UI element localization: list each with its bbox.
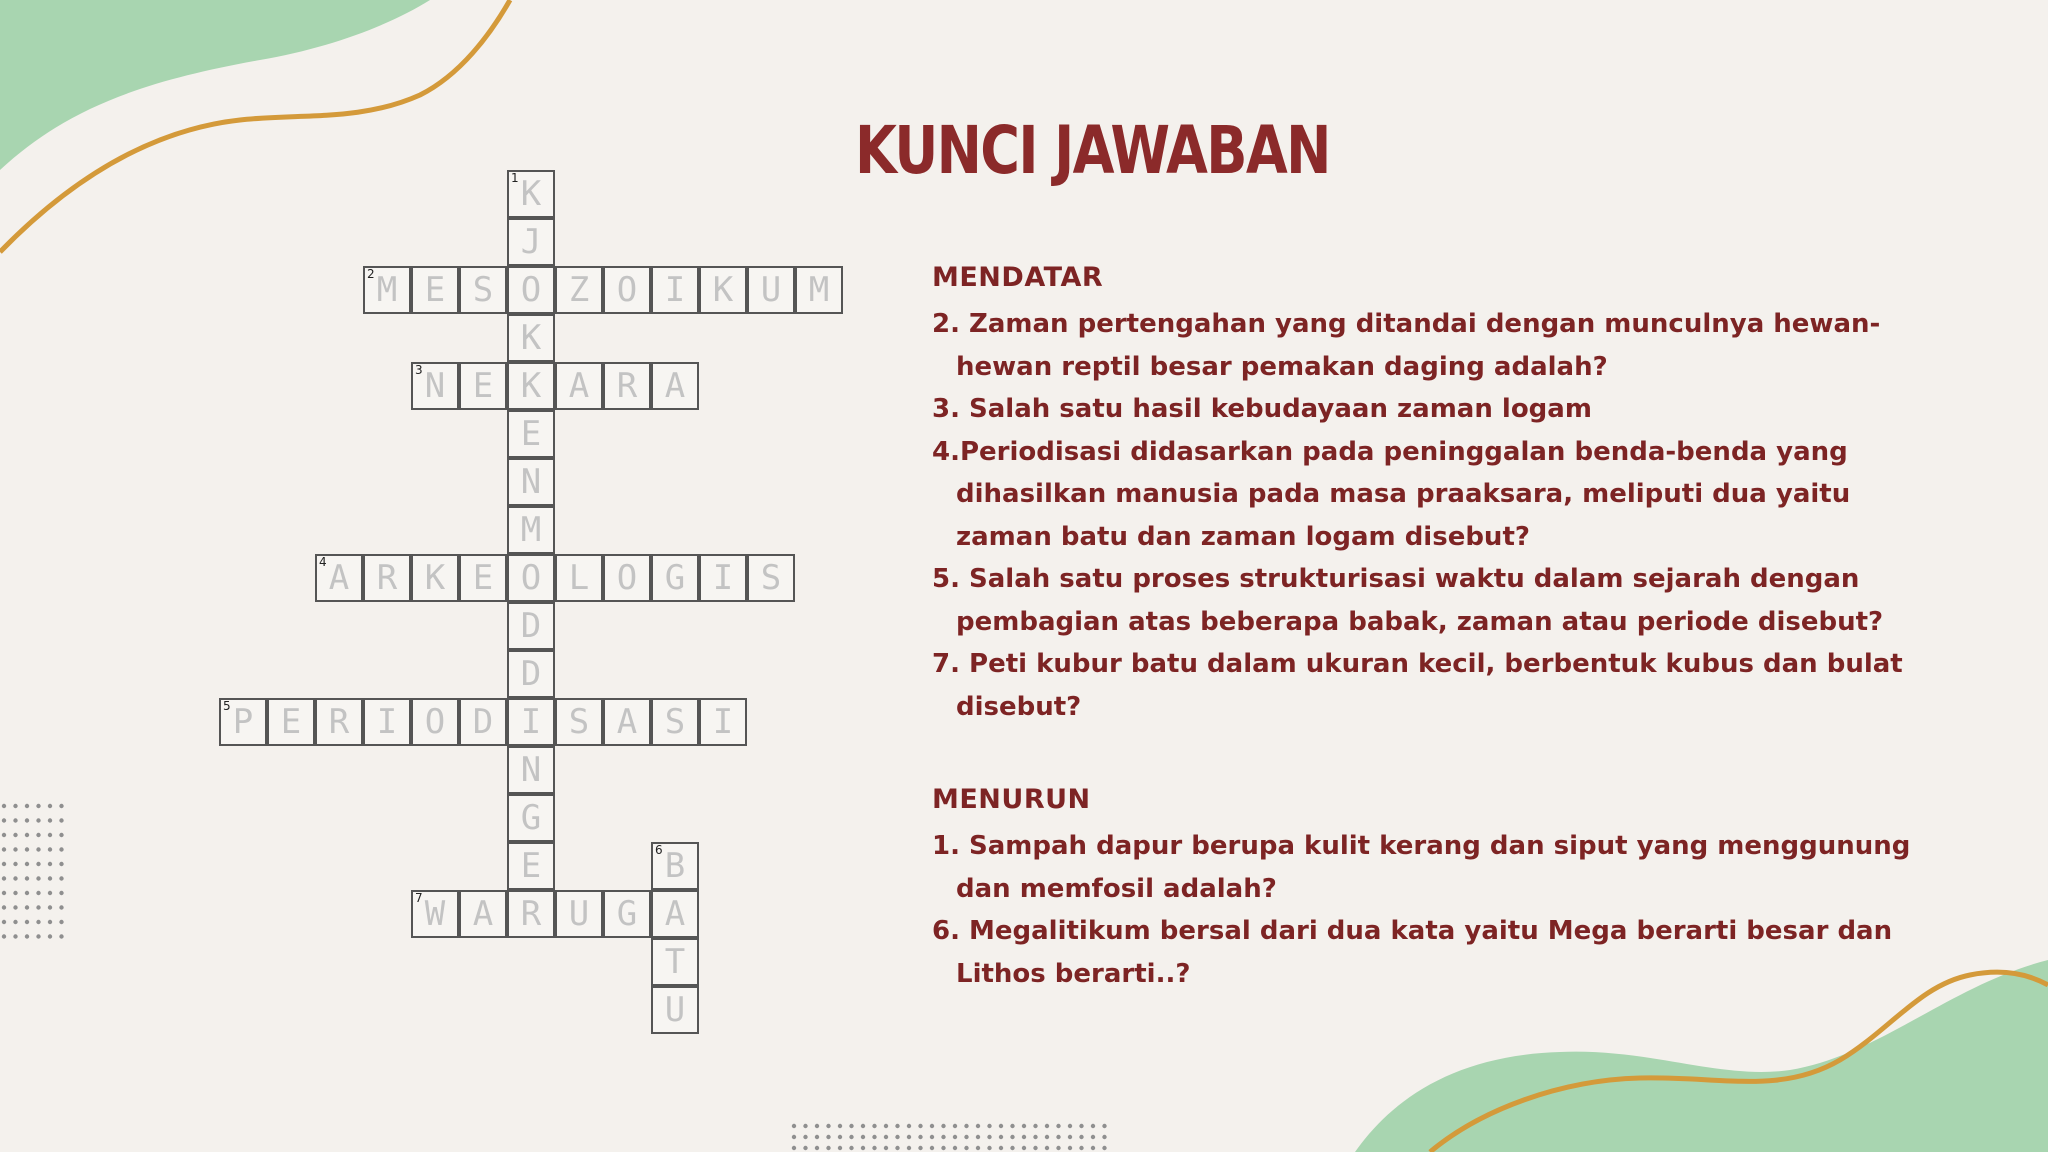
crossword-cell [219,698,267,746]
clue-across-4-cont2: zaman batu dan zaman logam disebut? [956,521,1530,552]
crossword-cell [411,266,459,314]
clue-number: 6 [655,843,663,857]
cell-letter: N [424,366,446,406]
cell-letter: A [472,894,494,934]
crossword-cell [699,698,747,746]
cell-letter: L [568,558,590,598]
cell-letter: G [520,798,542,838]
crossword-cell [459,554,507,602]
crossword-cell [459,698,507,746]
cell-letter: A [664,894,686,934]
cell-letter: M [376,270,398,310]
crossword-cell [507,218,555,266]
clue-down-6-cont: Lithos berarti..? [956,958,1191,989]
clue-number: 2 [367,267,375,281]
cell-letter: D [472,702,494,742]
crossword-cell [411,890,459,938]
cell-letter: Z [568,270,590,310]
clue-down-1-cont: dan memfosil adalah? [956,873,1277,904]
crossword-cell [507,314,555,362]
cell-letter: I [376,702,398,742]
crossword-cell [459,362,507,410]
clue-across-2-cont: hewan reptil besar pemakan daging adalah? [956,351,1608,382]
crossword-cell [555,266,603,314]
cell-letter: E [520,414,542,454]
crossword-cell [363,266,411,314]
cell-letter: I [664,270,686,310]
cell-letter: O [424,702,446,742]
crossword-cell [315,698,363,746]
crossword-cell [411,554,459,602]
cell-letter: P [232,702,254,742]
crossword-cell [267,698,315,746]
crossword-cell [459,890,507,938]
clue-number: 5 [223,699,231,713]
clue-down-6: 6. Megalitikum bersal dari dua kata yaitu Mega berarti besar dan [932,916,1893,946]
cell-letter: K [520,366,542,406]
crossword-cell [507,170,555,218]
crossword-cell [315,554,363,602]
crossword-cell [555,698,603,746]
menurun-section [932,784,1932,995]
crossword-cell [507,794,555,842]
clue-across-7-cont: disebut? [956,691,1082,722]
crossword-cell [507,410,555,458]
crossword-cell [699,266,747,314]
cell-letter: E [280,702,302,742]
crossword-cell [411,362,459,410]
clue-down-1: 1. Sampah dapur berupa kulit kerang dan siput yang menggunung [932,831,1911,861]
crossword-cell [507,746,555,794]
crossword-cell [507,266,555,314]
mendatar-heading: MENDATAR [932,262,1104,293]
crossword-cell [507,842,555,890]
cell-letter: D [520,654,542,694]
cell-letter: U [568,894,590,934]
cell-letter: D [520,606,542,646]
cell-letter: N [520,750,542,790]
crossword-cell [651,986,699,1034]
cell-letter: S [472,270,494,310]
cell-letter: O [616,270,638,310]
crossword-cell [603,890,651,938]
cell-letter: G [664,558,686,598]
crossword-cell [411,698,459,746]
cell-letter: R [520,894,542,934]
crossword-cell [507,458,555,506]
cell-letter: O [616,558,638,598]
crossword-cell [651,938,699,986]
cell-letter: O [520,270,542,310]
cell-letter: K [520,318,542,358]
cell-letter: R [616,366,638,406]
cell-letter: A [328,558,350,598]
cell-letter: U [760,270,782,310]
crossword-cell [459,266,507,314]
crossword-cell [603,362,651,410]
clue-number: 7 [415,891,423,905]
clue-number: 4 [319,555,327,569]
crossword-cell [507,650,555,698]
crossword-cell [603,698,651,746]
cell-letter: R [328,702,350,742]
crossword-cell [747,554,795,602]
cell-letter: T [664,942,686,982]
clue-number: 3 [415,363,423,377]
crossword-cell [651,266,699,314]
crossword-cell [507,602,555,650]
crossword-cell [507,554,555,602]
crossword-cell [747,266,795,314]
cell-letter: M [520,510,542,550]
crossword-cell [507,362,555,410]
crossword-cell [507,698,555,746]
page-title: KUNCI JAWABAN [855,112,1330,189]
crossword-cell [651,698,699,746]
crossword-cell [507,890,555,938]
crossword-cell [555,890,603,938]
crossword-cell [651,890,699,938]
clue-across-7: 7. Peti kubur batu dalam ukuran kecil, berbentuk kubus dan bulat [932,649,1903,679]
crossword-cell [603,554,651,602]
clue-across-3: 3. Salah satu hasil kebudayaan zaman logam [932,394,1592,424]
clue-across-4-cont: dihasilkan manusia pada masa praaksara, meliputi dua yaitu [956,479,1851,509]
clue-number: 1 [511,171,519,185]
cell-letter: E [424,270,446,310]
menurun-heading: MENURUN [932,784,1091,815]
cell-letter: U [664,990,686,1030]
cell-letter: W [424,894,446,934]
cell-letter: E [472,366,494,406]
cell-letter: E [520,846,542,886]
cell-letter: K [712,270,734,310]
clue-across-5: 5. Salah satu proses strukturisasi waktu dalam sejarah dengan [932,564,1860,594]
cell-letter: B [664,846,686,886]
crossword-cell [651,362,699,410]
cell-letter: N [520,462,542,502]
cell-letter: A [568,366,590,406]
crossword-cell [651,554,699,602]
clue-across-5-cont: pembagian atas beberapa babak, zaman atau periode disebut? [956,606,1884,637]
cell-letter: M [808,270,830,310]
cell-letter: I [712,702,734,742]
cell-letter: E [472,558,494,598]
crossword-cell [507,506,555,554]
crossword-cell [699,554,747,602]
clue-across-4: 4.Periodisasi didasarkan pada peninggalan benda-benda yang [932,436,1848,467]
cell-letter: O [520,558,542,598]
cell-letter: S [664,702,686,742]
crossword-cell [555,362,603,410]
crossword-cell [363,554,411,602]
crossword-cell [555,554,603,602]
mendatar-section [932,262,1932,728]
cell-letter: I [712,558,734,598]
crossword-cell [363,698,411,746]
cell-letter: K [424,558,446,598]
crossword-cell [651,842,699,890]
cell-letter: S [760,558,782,598]
clues-panel [932,262,1932,995]
crossword-cell [795,266,843,314]
cell-letter: R [376,558,398,598]
cell-letter: A [664,366,686,406]
crossword-cell [603,266,651,314]
clue-across-2: 2. Zaman pertengahan yang ditandai dengan munculnya hewan- [932,309,1881,339]
cell-letter: G [616,894,638,934]
cell-letter: I [520,702,542,742]
cell-letter: K [520,174,542,214]
cell-letter: J [520,222,542,262]
cell-letter: S [568,702,590,742]
cell-letter: A [616,702,638,742]
